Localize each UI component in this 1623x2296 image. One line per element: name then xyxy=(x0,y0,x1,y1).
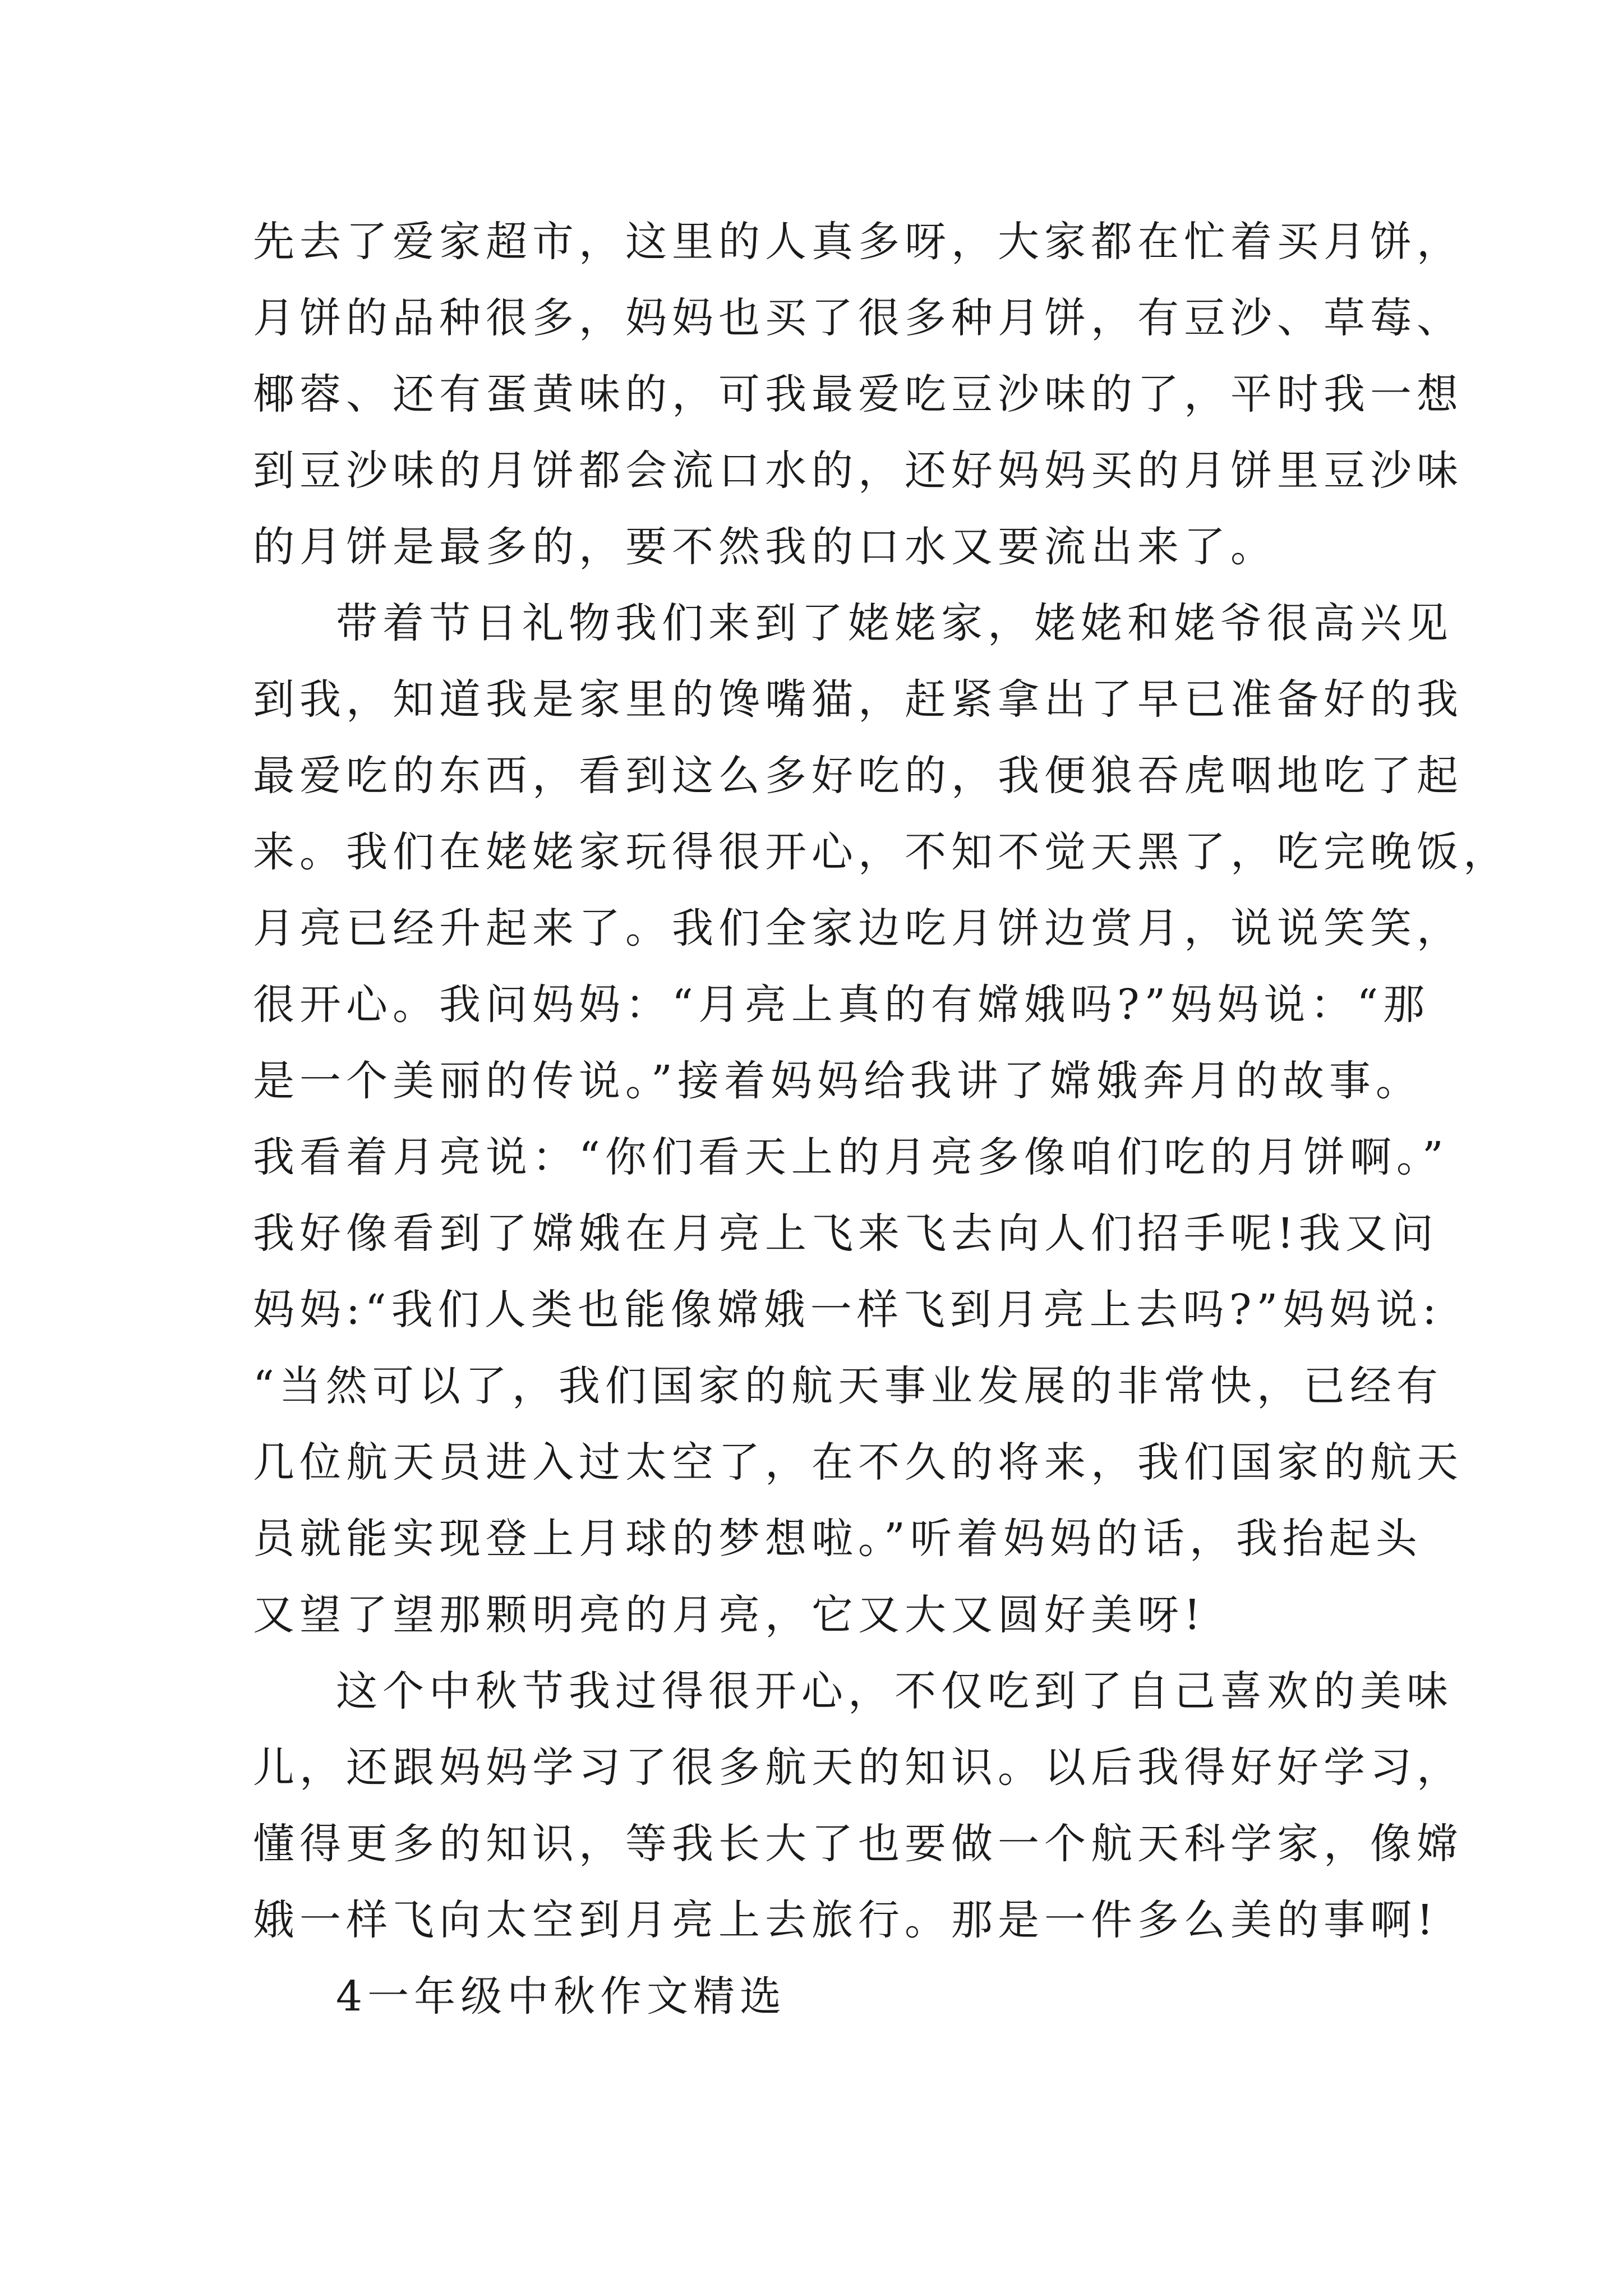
text-line: 是一个美丽的传说。”接着妈妈给我讲了嫦娥奔月的故事。 xyxy=(253,1057,1422,1105)
text-line: 儿，还跟妈妈学习了很多航天的知识。以后我得好好学习， xyxy=(253,1743,1463,1792)
paragraph-start-line: 带着节日礼物我们来到了姥姥家，姥姥和姥爷很高兴见 xyxy=(336,599,1453,647)
text-line: 懂得更多的知识，等我长大了也要做一个航天科学家，像嫦 xyxy=(253,1820,1463,1868)
text-line: 我看着月亮说：“你们看天上的月亮多像咱们吃的月饼啊。” xyxy=(253,1133,1449,1181)
text-line: 又望了望那颗明亮的月亮，它又大又圆好美呀! xyxy=(253,1591,1206,1639)
text-line: 几位航天员进入过太空了，在不久的将来，我们国家的航天 xyxy=(253,1438,1463,1487)
text-line: 月亮已经升起来了。我们全家边吃月饼边赏月，说说笑笑， xyxy=(253,904,1463,953)
text-line: 娥一样飞向太空到月亮上去旅行。那是一件多么美的事啊! xyxy=(253,1896,1438,1944)
text-line: 先去了爱家超市，这里的人真多呀，大家都在忙着买月饼， xyxy=(253,218,1463,266)
text-line: 椰蓉、还有蛋黄味的，可我最爱吃豆沙味的了，平时我一想 xyxy=(253,370,1463,418)
text-line: 月饼的品种很多，妈妈也买了很多种月饼，有豆沙、草莓、 xyxy=(253,294,1463,342)
text-line: 最爱吃的东西，看到这么多好吃的，我便狼吞虎咽地吃了起 xyxy=(253,752,1463,800)
text-line: 的月饼是最多的，要不然我的口水又要流出来了。 xyxy=(253,523,1277,571)
text-line: 我好像看到了嫦娥在月亮上飞来飞去向人们招手呢!我又问 xyxy=(253,1209,1438,1258)
text-line: 很开心。我问妈妈：“月亮上真的有嫦娥吗?”妈妈说：“那 xyxy=(253,981,1430,1029)
text-line: 来。我们在姥姥家玩得很开心，不知不觉天黑了，吃完晚饭， xyxy=(253,828,1510,876)
text-line: 到豆沙味的月饼都会流口水的，还好妈妈买的月饼里豆沙味 xyxy=(253,447,1463,495)
text-line: 到我，知道我是家里的馋嘴猫，赶紧拿出了早已准备好的我 xyxy=(253,675,1463,724)
text-line: 员就能实现登上月球的梦想啦。”听着妈妈的话，我抬起头 xyxy=(253,1515,1422,1563)
section-heading: 4一年级中秋作文精选 xyxy=(336,1972,787,2021)
text-line: “当然可以了，我们国家的航天事业发展的非常快，已经有 xyxy=(253,1362,1443,1410)
text-line: 妈妈:“我们人类也能像嫦娥一样飞到月亮上去吗?”妈妈说: xyxy=(253,1286,1442,1334)
paragraph-start-line: 这个中秋节我过得很开心，不仅吃到了自己喜欢的美味 xyxy=(336,1667,1453,1715)
